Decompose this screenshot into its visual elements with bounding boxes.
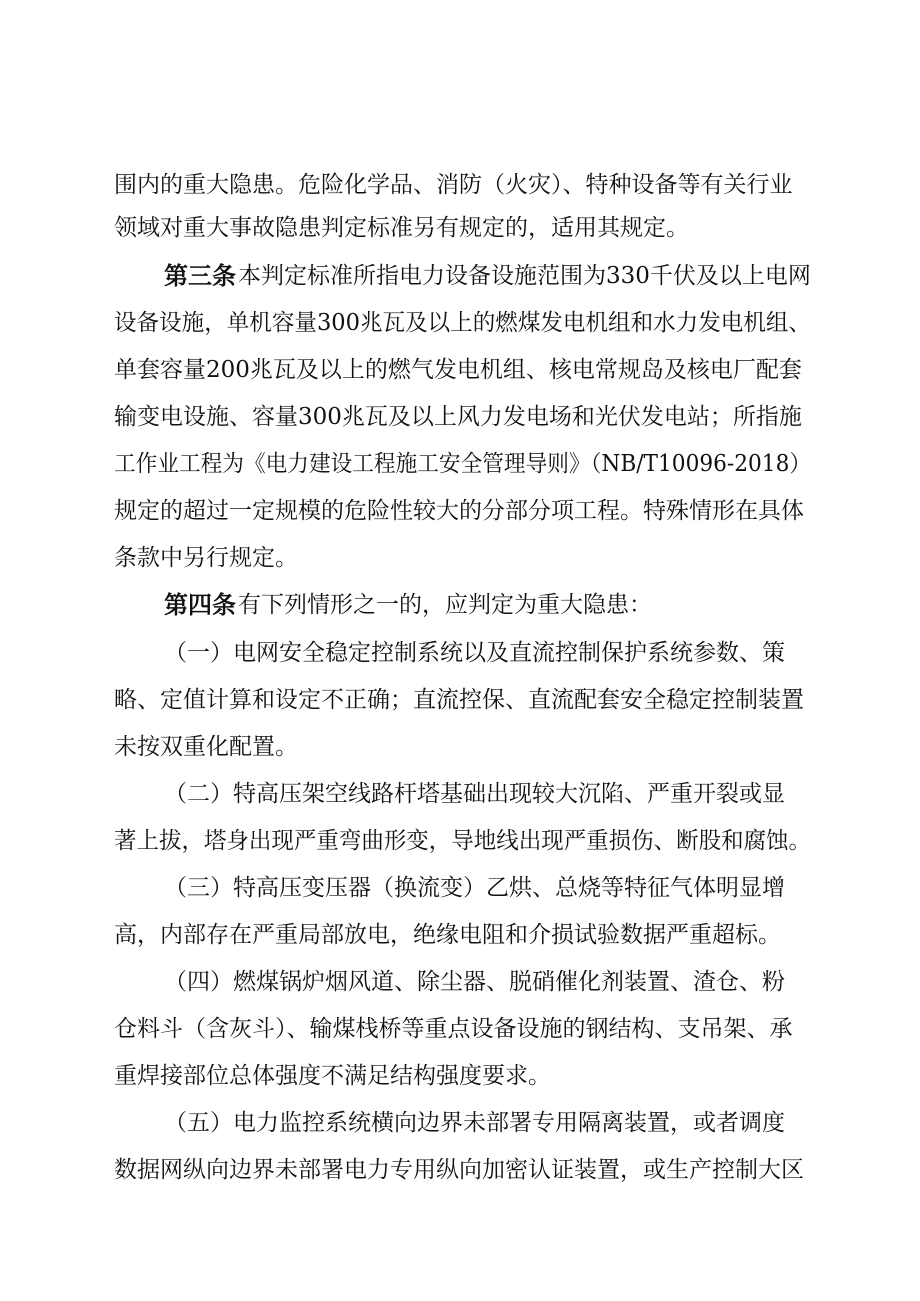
list-item-line: [0, 1150, 920, 1190]
article-3-text: 工作业工程为《电力建设工程施工安全管理导则》（NB/T10096-2018）: [114, 451, 812, 477]
text-line: [0, 444, 920, 484]
text-line: [0, 350, 920, 390]
text-line: [0, 538, 920, 578]
item-text: 未按双重化配置。: [114, 734, 298, 760]
list-item-line: [0, 915, 920, 955]
article-3-first-line: [0, 256, 920, 296]
article-3-text: 规定的超过一定规模的危险性较大的分部分项工程。特殊情形在具体: [114, 498, 804, 524]
item-text: 仓料斗（含灰斗）、输煤栈桥等重点设备设施的钢结构、支吊架、承: [114, 1016, 793, 1042]
article-4-text: 有下列情形之一的，应判定为重大隐患：: [238, 592, 652, 618]
list-item-line: [0, 1009, 920, 1049]
text-line: [0, 491, 920, 531]
list-item-line: [0, 680, 920, 720]
item-text: 重焊接部位总体强度不满足结构强度要求。: [114, 1063, 551, 1089]
article-3-text: 输变电设施、容量300兆瓦及以上风力发电场和光伏发电站；所指施: [114, 404, 802, 430]
item-text: （四）燃煤锅炉烟风道、除尘器、脱硝催化剂装置、渣仓、粉: [164, 969, 785, 995]
item-text: 著上拔，塔身出现严重弯曲形变，导地线出现严重损伤、断股和腐蚀。: [114, 828, 812, 854]
article-3-text: 设备设施，单机容量300兆瓦及以上的燃煤发电机组和水力发电机组、: [114, 310, 811, 336]
article-3-text: 条款中另行规定。: [114, 545, 298, 571]
text-line: [0, 397, 920, 437]
list-item-line: [0, 962, 920, 1002]
text-line: [0, 208, 920, 248]
article-3-text: 单套容量200兆瓦及以上的燃气发电机组、核电常规岛及核电厂配套: [114, 357, 802, 383]
item-text: 数据网纵向边界未部署电力专用纵向加密认证装置，或生产控制大区: [114, 1157, 804, 1183]
text-line: [0, 303, 920, 343]
article-4-heading: 第四条: [164, 591, 236, 619]
item-text: （一）电网安全稳定控制系统以及直流控制保护系统参数、策: [164, 640, 785, 666]
list-item-line: [0, 727, 920, 767]
item-text: 高，内部存在严重局部放电，绝缘电阻和介损试验数据严重超标。: [114, 922, 781, 948]
paragraph-text: 领域对重大事故隐患判定标准另有规定的，适用其规定。: [114, 215, 689, 241]
item-text: 略、定值计算和设定不正确；直流控保、直流配套安全稳定控制装置: [114, 687, 804, 713]
list-item-line: [0, 633, 920, 673]
text-line: [0, 165, 920, 205]
article-4-first-line: [0, 585, 920, 625]
list-item-line: [0, 1103, 920, 1143]
list-item-line: [0, 868, 920, 908]
list-item-line: [0, 821, 920, 861]
item-text: （五）电力监控系统横向边界未部署专用隔离装置，或者调度: [164, 1110, 785, 1136]
item-text: （二）特高压架空线路杆塔基础出现较大沉陷、严重开裂或显: [164, 781, 785, 807]
article-3-heading: 第三条: [164, 262, 236, 290]
list-item-line: [0, 774, 920, 814]
paragraph-text: 围内的重大隐患。危险化学品、消防（火灾）、特种设备等有关行业: [114, 172, 793, 198]
article-3-text: 本判定标准所指电力设备设施范围为330千伏及以上电网: [238, 263, 811, 289]
list-item-line: [0, 1056, 920, 1096]
item-text: （三）特高压变压器（换流变）乙烘、总烧等特征气体明显增: [164, 875, 785, 901]
